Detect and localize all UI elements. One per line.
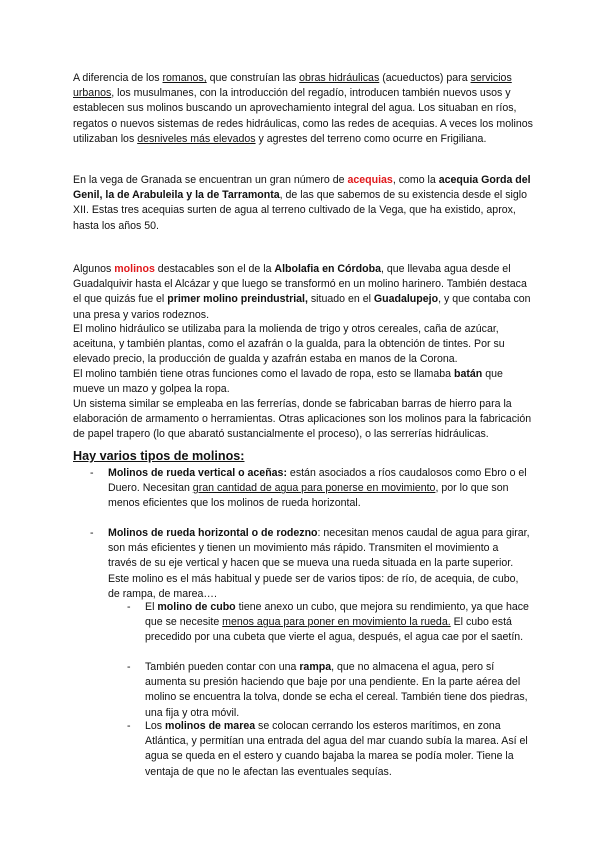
text: , los musulmanes, con la introducción del regadío, introducen también nuevos usos y establecen sus molinos buscando un aprovechamiento integral del agua. Los situaban en ríos, regatos o nuevos sistemas de redes hidráulicas, como las redes de acequias. A veces los molinos utilizaban los [73,87,533,145]
text: En la vega de Granada se encuentran un gran número de [73,174,348,186]
text: El [145,601,158,613]
highlight-molinos: molinos [114,263,155,275]
text: , que llevaba agua desde el Guadalquivir hasta el Alcázar y que luego se transformó en un molino harinero. También destaca el que quizás fue el [73,263,527,306]
bold-primer-molino: primer molino preindustrial, [167,293,308,306]
text: , de las que sabemos de su existencia desde el siglo XII. Estas tres acequias surten de agua al terreno cultivado de la Vega, que ha existido, aprox, hasta los años 50. [73,189,527,232]
underlined-romanos: romanos, [162,72,207,84]
text: , que no almacena el agua, pero sí aumenta su presión haciendo que baje por una pendiente. En la parte aérea del molino se encuentra la tolva, donde se echa el cereal. También tiene dos piedras, una fija y otra móvil. [145,661,528,719]
bold-acequia-names: acequia Gorda del Genil, la de Arabuleila y la de Tarramonta [73,174,531,202]
list-item-rueda-vertical [108,466,530,512]
text: Algunos [73,263,115,275]
text: destacables son el de la [154,263,275,275]
text: : necesitan menos caudal de agua para girar, son más eficientes y tienen un movimiento más rápido. Transmiten el movimiento a través de su eje vertical y hacen que se mueva una rueda situada en la parte superior. Este molino es el más habitual y puede ser de varios tipos: de río, de acequia, de cubo, de rampa, de marea…. [108,527,530,600]
highlight-acequias: acequias [347,174,393,186]
sublist-item-marea [145,719,533,780]
paragraph-molinos [73,262,535,323]
bold-term: Molinos de rueda horizontal o de rodezno [108,527,318,539]
sublist-item-rampa [145,660,533,721]
bold-term: rampa [299,661,332,673]
text: se colocan cerrando los esteros marítimos, en zona Atlántica, y permitían una entrada del agua del mar cuando subía la marea. Así el agua se queda en el estero y cuando bajaba la marea se podía moler. Tiene la ventaja de que no le afectan las eventuales sequías. [145,720,528,778]
text: El cubo está precedido por una cubeta que vierte el agua, después, el agua cae por el saetín. [145,616,524,644]
text: están asociados a ríos caudalosos como Ebro o el Duero. Necesitan [108,467,527,495]
bold-term: molino de cubo [157,601,236,613]
underlined-desniveles: desniveles más elevados [137,132,256,145]
text: que mueve un mazo y golpea la ropa. [73,368,503,396]
paragraph-batan [73,367,535,397]
bold-term: Molinos de rueda vertical o aceñas: [108,467,287,479]
paragraph-acequias [73,173,535,234]
sublist-item-cubo [145,600,533,646]
text: , y que contaba con una presa y varios rodeznos. [73,293,531,321]
sublist-dash: - [127,661,131,673]
text: , como la [392,174,439,186]
bold-albolafia: Albolafia en Córdoba [274,263,381,275]
text: y agrestes del terreno como ocurre en Frigiliana. [255,132,487,145]
list-item-rueda-horizontal [108,526,530,602]
sublist-dash: - [127,720,131,732]
text: Los [145,720,166,732]
text: situado en el [307,293,374,306]
list-dash: - [90,467,94,479]
paragraph-molienda: El molino hidráulico se utilizaba para la molienda de trigo y otros cereales, caña de azúcar, aceituna, y también plantas, como el azafrán o la gualda, para la obtención de tintes. Por su elevado precio, la producción de gualda y azafrán estaba en manos de la Corona. [73,323,505,366]
text: También pueden contar con una [145,661,300,673]
bold-term: molinos de marea [165,720,256,732]
text: , por lo que son menos eficientes que los molinos de rueda horizontal. [108,482,509,510]
underlined-obras-hidraulicas: obras hidráulicas [299,72,380,84]
underlined-text: menos agua para poner en movimiento la rueda. [222,616,451,629]
text: (acueductos) para [379,72,471,84]
paragraph-romanos [73,71,535,147]
sublist-dash: - [127,601,131,613]
text: que construían las [206,72,300,84]
section-heading: Hay varios tipos de molinos: [73,449,245,463]
text: A diferencia de los [73,72,163,84]
underlined-text: gran cantidad de agua para ponerse en movimiento [192,482,436,495]
underlined-servicios-urbanos: servicios urbanos [73,72,512,100]
bold-batan: batán [454,368,483,380]
list-dash: - [90,527,94,539]
bold-guadalupejo: Guadalupejo [373,293,439,306]
paragraph-ferrerias: Un sistema similar se empleaba en las ferrerías, donde se fabricaban barras de hierro para la elaboración de armamento o herramientas. Otras aplicaciones son los molinos para la fabricación de papel trapero (lo que abarató sustancialmente el proceso), o las serrerías hidráulicas. [73,398,532,441]
text: El molino también tiene otras funciones como el lavado de ropa, esto se llamaba [73,368,455,380]
text: tiene anexo un cubo, que mejora su rendimiento, ya que hace que se necesite [145,601,529,629]
